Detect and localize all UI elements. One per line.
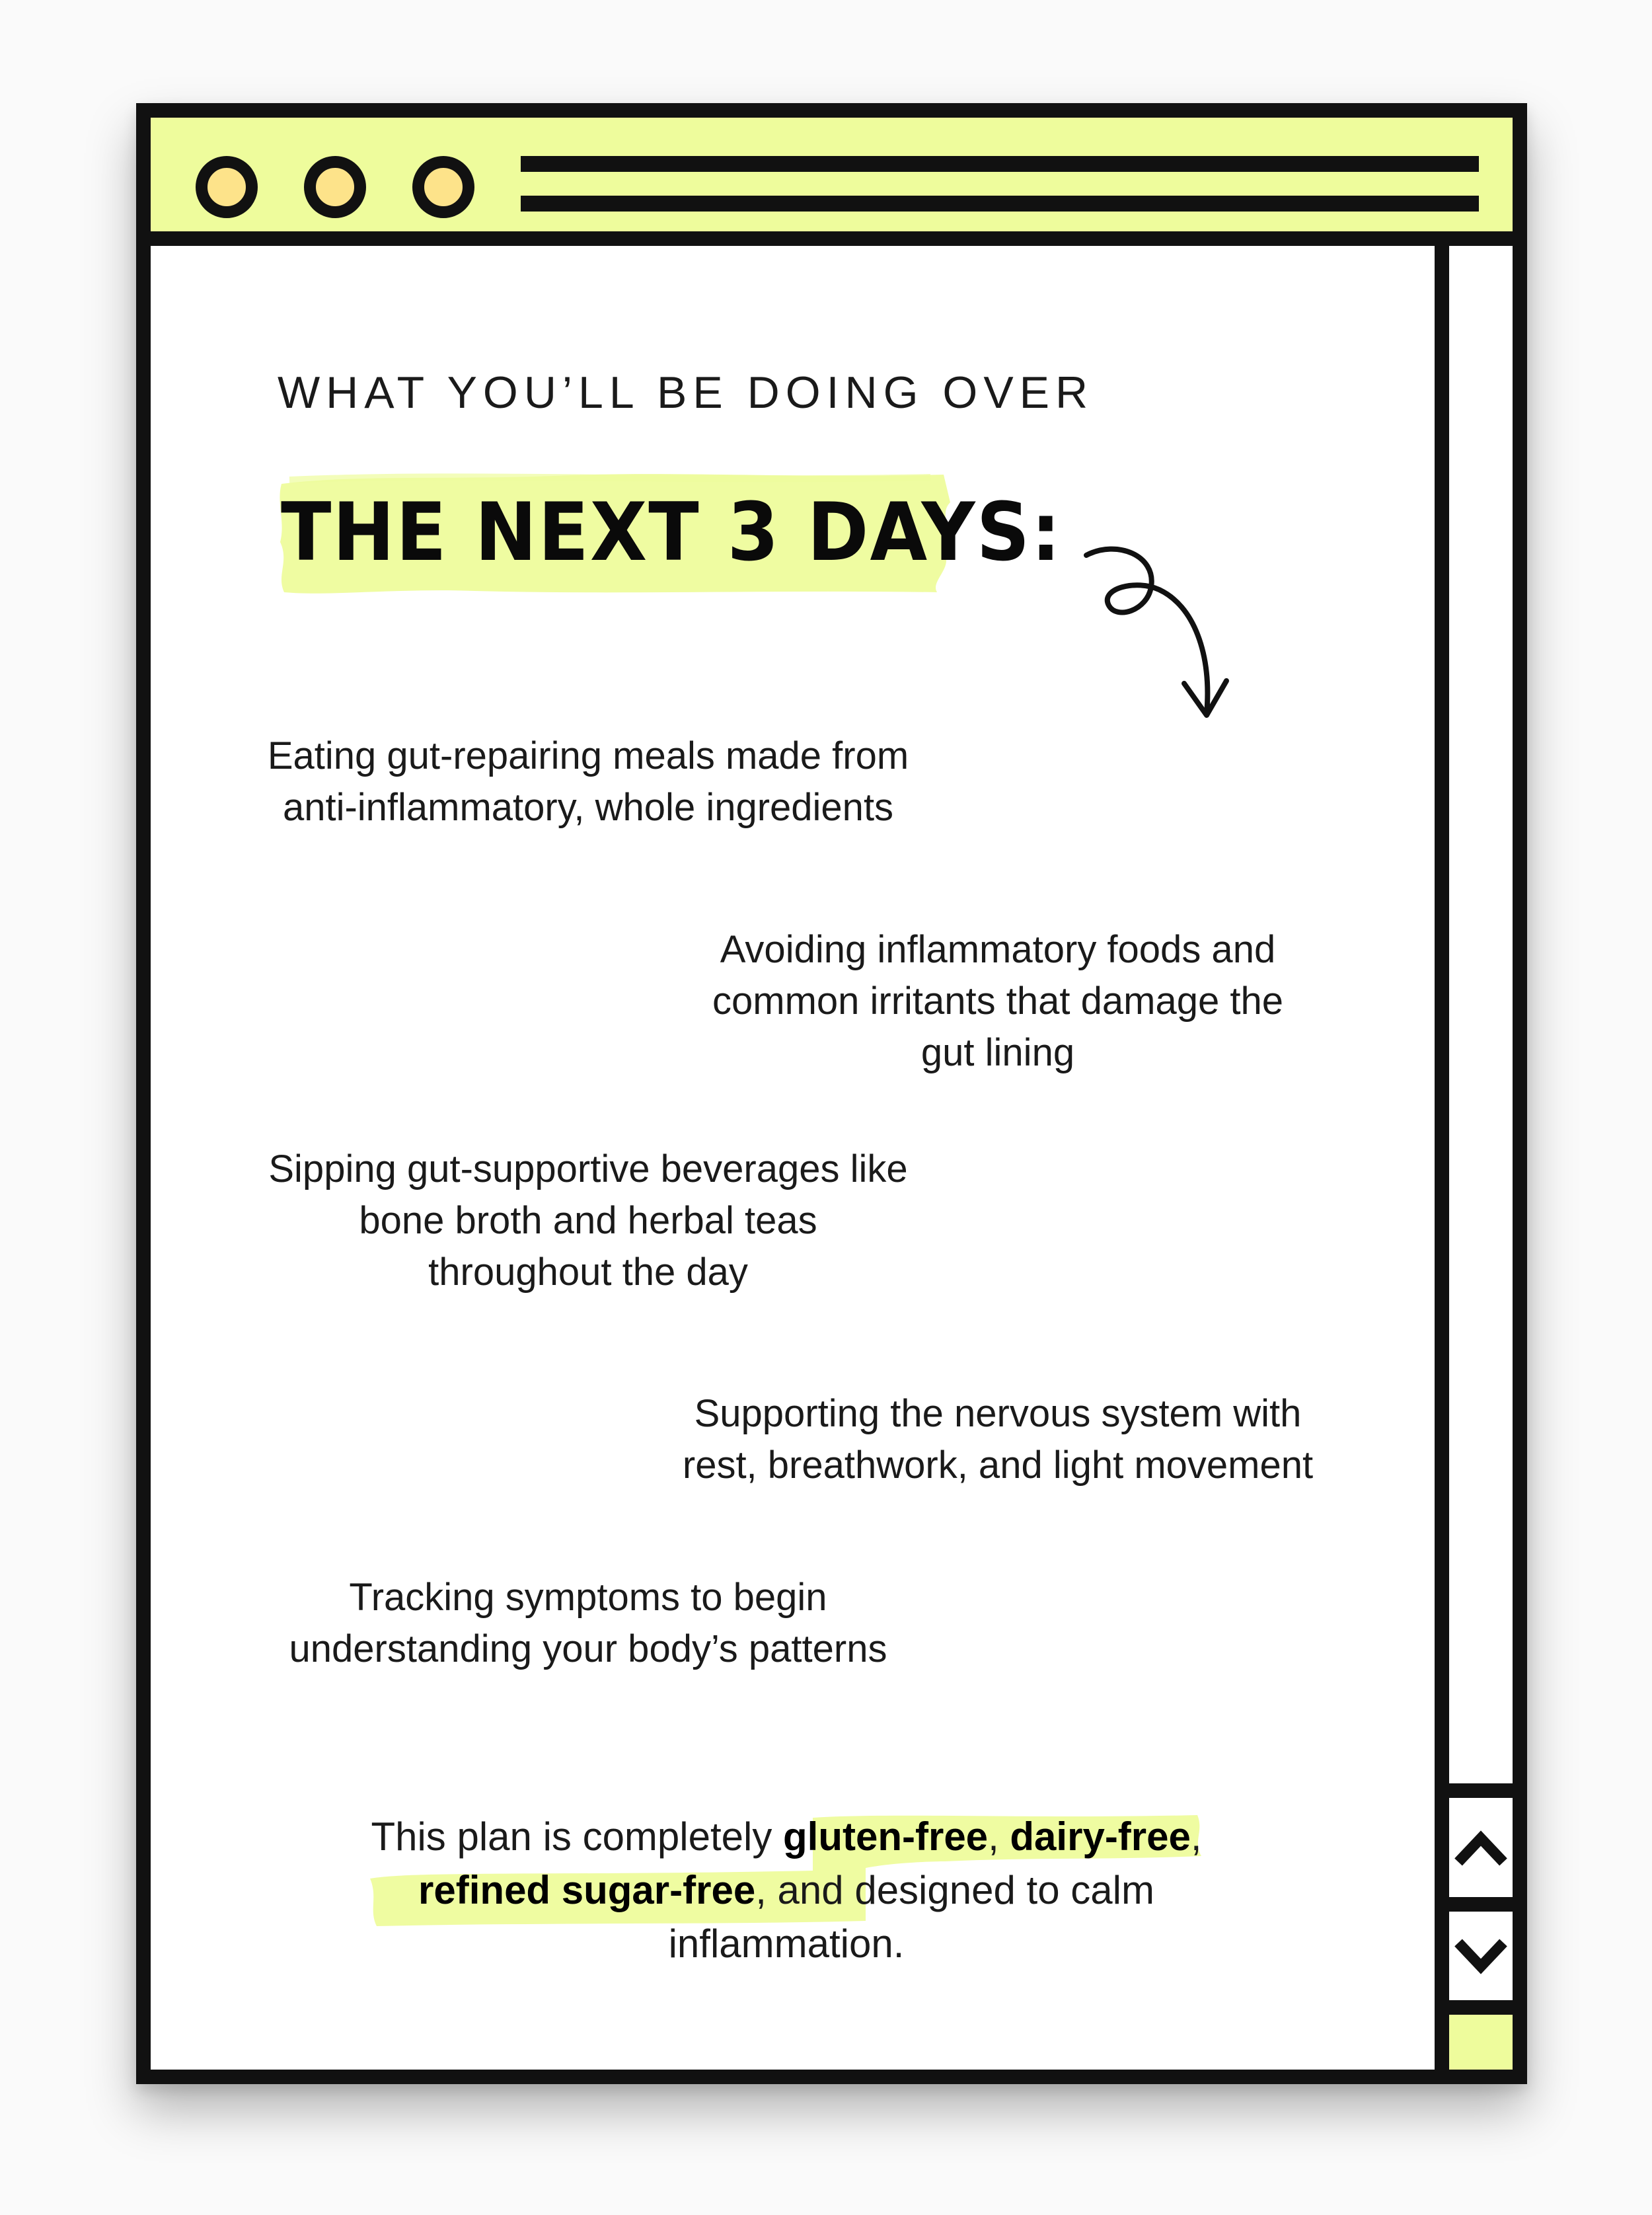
footer-text: This plan is completely (371, 1814, 784, 1859)
footer-text: , (1190, 1814, 1202, 1859)
scrollbar-divider (1449, 1897, 1513, 1912)
window-titlebar (151, 118, 1513, 246)
window-dot-icon[interactable] (196, 156, 258, 218)
page-title: THE NEXT 3 DAYS: (281, 486, 1063, 580)
titlebar-line (521, 196, 1479, 212)
chevron-up-icon (1453, 1828, 1509, 1867)
list-item: Tracking symptoms to begin understanding your body’s patterns (289, 1576, 887, 1670)
list-item: Avoiding inflammatory foods and common irritants that damage the gut lining (712, 928, 1283, 1074)
scrollbar-thumb[interactable] (1449, 2015, 1513, 2070)
scrollbar[interactable] (1435, 246, 1513, 2070)
list-item: Eating gut-repairing meals made from anti-inflammatory, whole ingredients (267, 734, 909, 829)
scrollbar-divider (1449, 1783, 1513, 1798)
footer-note (330, 1810, 1242, 1970)
footer-bold-text: refined sugar-free (418, 1868, 756, 1912)
footer-text: , (988, 1814, 1010, 1859)
list-item: Sipping gut-supportive beverages like bone broth and herbal teas throughout the day (268, 1147, 908, 1294)
footer-bold-text: dairy-free (1010, 1814, 1191, 1859)
eyebrow-text: WHAT YOU’LL BE DOING OVER (278, 368, 1094, 418)
scrollbar-divider (1449, 2000, 1513, 2015)
scroll-up-button[interactable] (1449, 1798, 1513, 1897)
list-item: Supporting the nervous system with rest, breathwork, and light movement (682, 1392, 1314, 1487)
titlebar-line (521, 156, 1479, 172)
chevron-down-icon (1453, 1936, 1509, 1976)
footer-bold-text: gluten-free (783, 1814, 989, 1859)
scroll-down-button[interactable] (1449, 1912, 1513, 2000)
window-dot-icon[interactable] (412, 156, 474, 218)
curly-arrow-icon (1077, 542, 1242, 727)
footer-text: , and designed to calm inflammation. (668, 1868, 1154, 1966)
window-dot-icon[interactable] (304, 156, 366, 218)
